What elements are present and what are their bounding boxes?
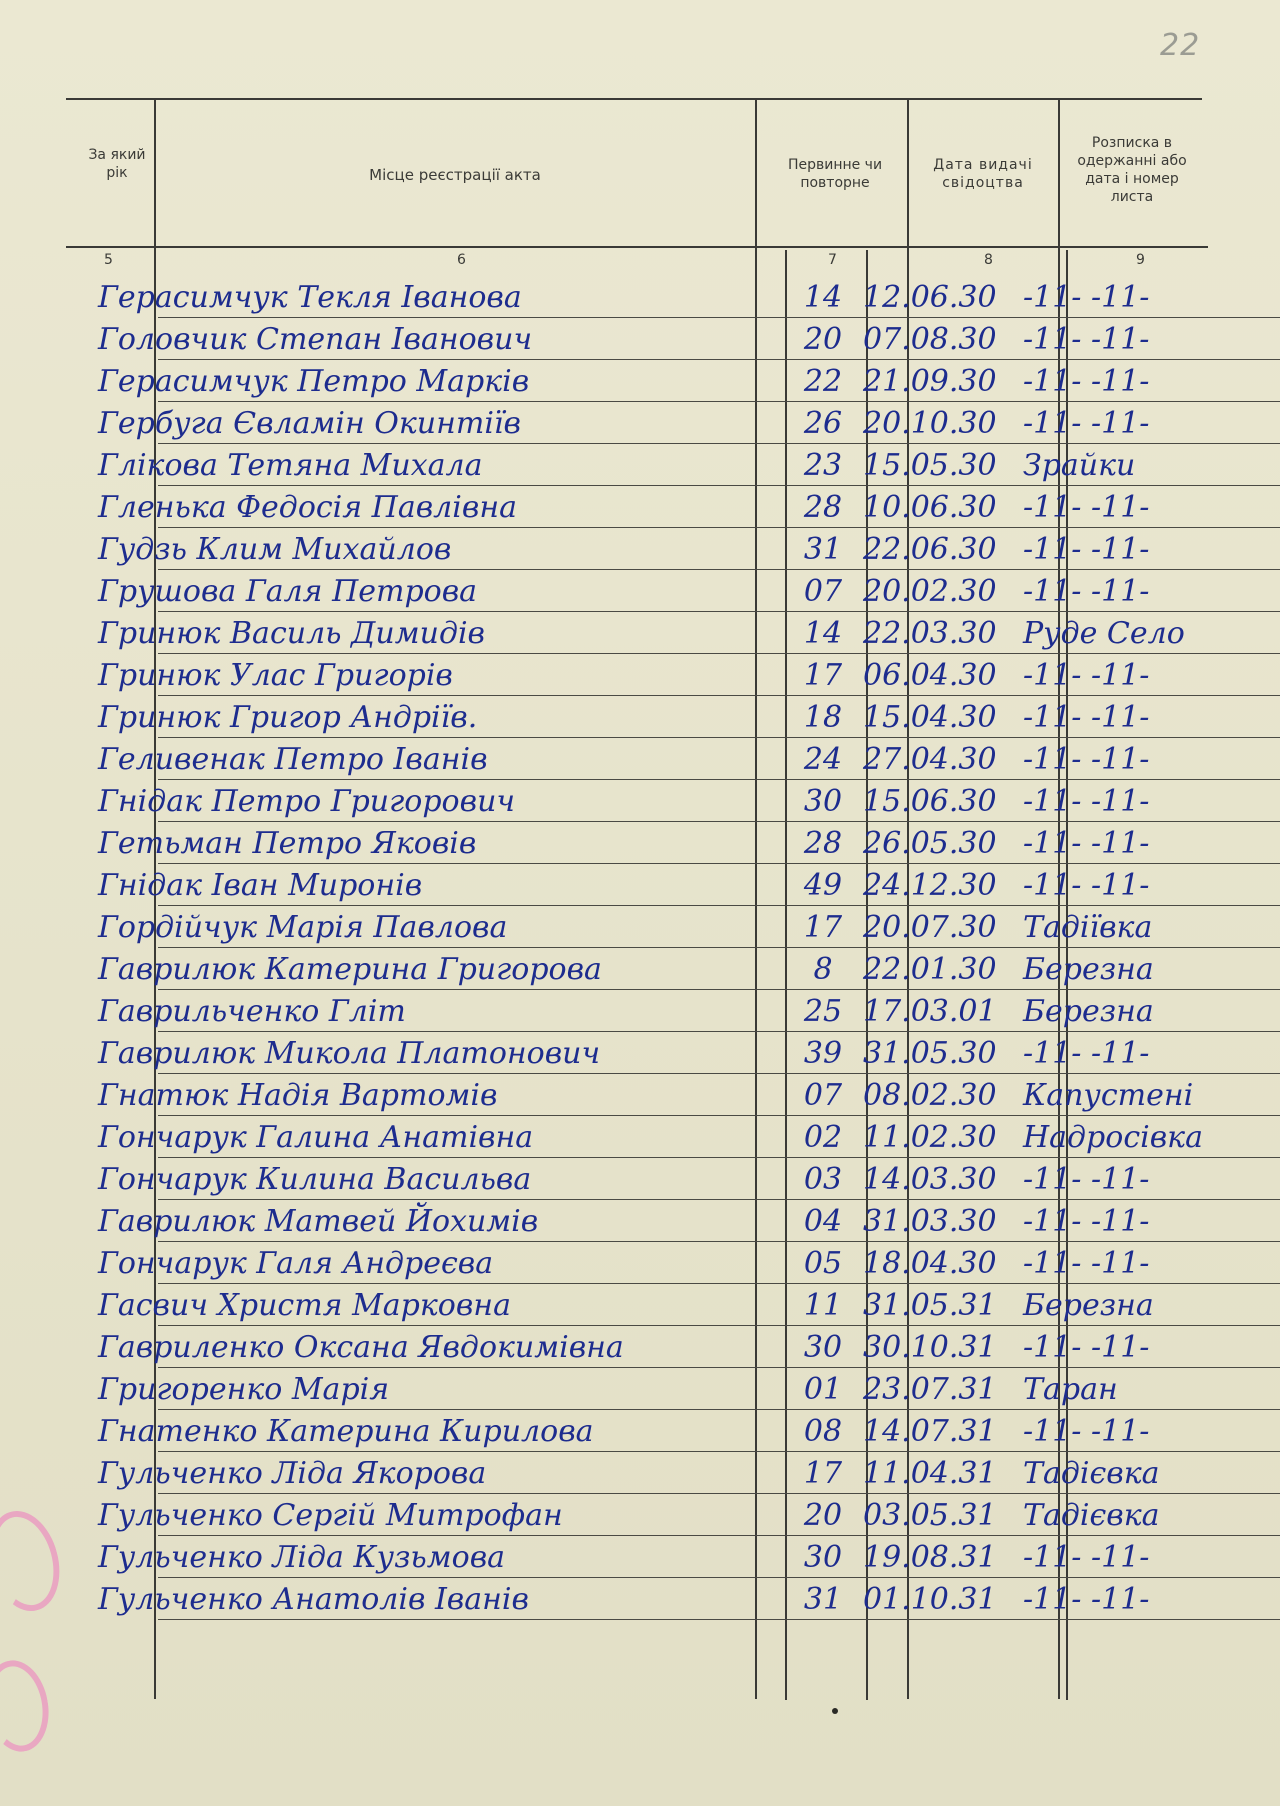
binding-thread: [0, 1655, 56, 1756]
header-year: За який рік: [88, 147, 146, 181]
person-name: Гаврильченко Гліт: [98, 994, 406, 1029]
act-number: 25: [803, 994, 843, 1029]
person-name: Глікова Тетяна Михала: [98, 448, 483, 483]
table-row: [88, 1578, 1228, 1620]
person-name: Гнатенко Катерина Кирилова: [98, 1414, 594, 1449]
person-name: Гульченко Ліда Якорова: [98, 1456, 487, 1491]
person-name: Гнідак Петро Григорович: [98, 784, 516, 819]
issue-date: 11.04.31: [863, 1456, 997, 1491]
person-name: Гульченко Сергій Митрофан: [98, 1498, 563, 1533]
binding-thread: [0, 1503, 70, 1619]
issue-date: 11.02.30: [863, 1120, 997, 1155]
act-number: 20: [803, 322, 843, 357]
issue-date: 31.05.30: [863, 1036, 997, 1071]
receipt-note: Тадієвка: [1023, 1456, 1160, 1491]
act-number: 30: [803, 784, 843, 819]
act-number: 01: [803, 1372, 843, 1407]
table-row: [88, 1200, 1228, 1242]
table-row: [88, 990, 1228, 1032]
row-rule: [158, 1619, 1280, 1621]
act-number: 17: [803, 658, 843, 693]
header-date: Дата видачі свідоцтва: [933, 157, 1033, 191]
table-row: [88, 444, 1228, 486]
column-number-7: 7: [828, 252, 837, 268]
issue-date: 03.05.31: [863, 1498, 997, 1533]
table-row: [88, 612, 1228, 654]
table-row: [88, 906, 1228, 948]
issue-date: 23.07.31: [863, 1372, 997, 1407]
table-row: [88, 822, 1228, 864]
act-number: 49: [803, 868, 843, 903]
person-name: Гринюк Григор Андріїв.: [98, 700, 478, 735]
issue-date: 24.12.30: [863, 868, 997, 903]
receipt-note: Березна: [1023, 1288, 1154, 1323]
receipt-note: -11- -11-: [1023, 784, 1150, 819]
act-number: 26: [803, 406, 843, 441]
issue-date: 18.04.30: [863, 1246, 997, 1281]
column-number-6: 6: [457, 252, 466, 268]
issue-date: 22.03.30: [863, 616, 997, 651]
receipt-note: Тадієвка: [1023, 1498, 1160, 1533]
receipt-note: Тадіївка: [1023, 910, 1153, 945]
issue-date: 22.06.30: [863, 532, 997, 567]
issue-date: 07.08.30: [863, 322, 997, 357]
issue-date: 01.10.31: [863, 1582, 997, 1617]
issue-date: 26.05.30: [863, 826, 997, 861]
person-name: Гончарук Галина Анатівна: [98, 1120, 534, 1155]
issue-date: 22.01.30: [863, 952, 997, 987]
table-row: [88, 1326, 1228, 1368]
issue-date: 15.06.30: [863, 784, 997, 819]
receipt-note: Капустені: [1023, 1078, 1194, 1113]
receipt-note: Березна: [1023, 994, 1154, 1029]
header-top-rule: [66, 98, 1202, 100]
receipt-note: -11- -11-: [1023, 1582, 1150, 1617]
issue-date: 30.10.31: [863, 1330, 997, 1365]
issue-date: 20.10.30: [863, 406, 997, 441]
person-name: Гринюк Улас Григорів: [98, 658, 453, 693]
person-name: Гетьман Петро Яковів: [98, 826, 477, 861]
table-row: [88, 360, 1228, 402]
issue-date: 20.07.30: [863, 910, 997, 945]
person-name: Гончарук Килина Васильва: [98, 1162, 532, 1197]
person-name: Гербуга Євламін Окинтіїв: [98, 406, 521, 441]
table-row: [88, 1032, 1228, 1074]
issue-date: 27.04.30: [863, 742, 997, 777]
receipt-note: Таран: [1023, 1372, 1118, 1407]
issue-date: 14.03.30: [863, 1162, 997, 1197]
column-number-8: 8: [984, 252, 993, 268]
table-row: [88, 1368, 1228, 1410]
person-name: Гаврилюк Катерина Григорова: [98, 952, 602, 987]
act-number: 03: [803, 1162, 843, 1197]
receipt-note: -11- -11-: [1023, 532, 1150, 567]
table-row: [88, 276, 1228, 318]
person-name: Грушова Галя Петрова: [98, 574, 478, 609]
receipt-note: -11- -11-: [1023, 742, 1150, 777]
receipt-note: -11- -11-: [1023, 658, 1150, 693]
table-row: [88, 780, 1228, 822]
receipt-note: -11- -11-: [1023, 1036, 1150, 1071]
issue-date: 20.02.30: [863, 574, 997, 609]
table-row: [88, 1494, 1228, 1536]
act-number: 23: [803, 448, 843, 483]
act-number: 02: [803, 1120, 843, 1155]
receipt-note: -11- -11-: [1023, 868, 1150, 903]
table-row: [88, 402, 1228, 444]
receipt-note: -11- -11-: [1023, 1246, 1150, 1281]
issue-date: 31.05.31: [863, 1288, 997, 1323]
person-name: Герасимчук Петро Марків: [98, 364, 530, 399]
person-name: Гудзь Клим Михайлов: [98, 532, 452, 567]
column-number-9: 9: [1136, 252, 1145, 268]
table-row: [88, 1074, 1228, 1116]
person-name: Гленька Федосія Павлівна: [98, 490, 517, 525]
person-name: Геливенак Петро Іванів: [98, 742, 488, 777]
header-place: Місце реєстрації акта: [369, 166, 541, 184]
person-name: Гаврилюк Микола Платонович: [98, 1036, 601, 1071]
issue-date: 31.03.30: [863, 1204, 997, 1239]
act-number: 28: [803, 826, 843, 861]
act-number: 8: [813, 952, 833, 987]
issue-date: 08.02.30: [863, 1078, 997, 1113]
table-row: [88, 1242, 1228, 1284]
table-row: [88, 1536, 1228, 1578]
act-number: 24: [803, 742, 843, 777]
person-name: Гринюк Василь Димидів: [98, 616, 486, 651]
receipt-note: Надросівка: [1023, 1120, 1203, 1155]
table-row: [88, 864, 1228, 906]
receipt-note: -11- -11-: [1023, 322, 1150, 357]
act-number: 07: [803, 1078, 843, 1113]
act-number: 28: [803, 490, 843, 525]
person-name: Гончарук Галя Андреєва: [98, 1246, 494, 1281]
issue-date: 06.04.30: [863, 658, 997, 693]
table-row: [88, 738, 1228, 780]
issue-date: 21.09.30: [863, 364, 997, 399]
issue-date: 14.07.31: [863, 1414, 997, 1449]
table-row: [88, 570, 1228, 612]
person-name: Гульченко Анатолів Іванів: [98, 1582, 529, 1617]
person-name: Григоренко Марія: [98, 1372, 390, 1407]
table-row: [88, 318, 1228, 360]
header-type: Первинне чи повторне: [787, 157, 883, 191]
act-number: 22: [803, 364, 843, 399]
header-receipt: Розписка в одержанні або дата і номер листа: [1077, 135, 1187, 205]
receipt-note: -11- -11-: [1023, 1162, 1150, 1197]
act-number: 17: [803, 910, 843, 945]
act-number: 11: [803, 1288, 843, 1323]
receipt-note: -11- -11-: [1023, 406, 1150, 441]
person-name: Гаврилюк Матвей Йохимів: [98, 1204, 539, 1239]
person-name: Гордійчук Марія Павлова: [98, 910, 508, 945]
column-number-5: 5: [104, 252, 113, 268]
table-row: [88, 654, 1228, 696]
act-number: 08: [803, 1414, 843, 1449]
receipt-note: Руде Село: [1023, 616, 1185, 651]
act-number: 04: [803, 1204, 843, 1239]
page-number: 22: [1160, 28, 1201, 63]
receipt-note: -11- -11-: [1023, 364, 1150, 399]
issue-date: 12.06.30: [863, 280, 997, 315]
receipt-note: -11- -11-: [1023, 490, 1150, 525]
receipt-note: -11- -11-: [1023, 1330, 1150, 1365]
issue-date: 17.03.01: [863, 994, 997, 1029]
table-row: [88, 1410, 1228, 1452]
act-number: 05: [803, 1246, 843, 1281]
receipt-note: -11- -11-: [1023, 574, 1150, 609]
table-row: [88, 1452, 1228, 1494]
table-row: [88, 696, 1228, 738]
receipt-note: -11- -11-: [1023, 280, 1150, 315]
issue-date: 10.06.30: [863, 490, 997, 525]
person-name: Гавриленко Оксана Явдокимівна: [98, 1330, 624, 1365]
table-row: [88, 1158, 1228, 1200]
table-row: [88, 948, 1228, 990]
act-number: 14: [803, 616, 843, 651]
table-row: [88, 486, 1228, 528]
issue-date: 19.08.31: [863, 1540, 997, 1575]
table-row: [88, 1116, 1228, 1158]
act-number: 31: [803, 532, 843, 567]
act-number: 14: [803, 280, 843, 315]
act-number: 07: [803, 574, 843, 609]
person-name: Головчик Степан Іванович: [98, 322, 533, 357]
receipt-note: Березна: [1023, 952, 1154, 987]
act-number: 20: [803, 1498, 843, 1533]
issue-date: 15.04.30: [863, 700, 997, 735]
act-number: 18: [803, 700, 843, 735]
person-name: Гнідак Іван Миронів: [98, 868, 423, 903]
act-number: 17: [803, 1456, 843, 1491]
act-number: 30: [803, 1330, 843, 1365]
binding-dot: [832, 1708, 838, 1714]
receipt-note: -11- -11-: [1023, 826, 1150, 861]
receipt-note: -11- -11-: [1023, 1540, 1150, 1575]
act-number: 31: [803, 1582, 843, 1617]
act-number: 39: [803, 1036, 843, 1071]
receipt-note: -11- -11-: [1023, 1414, 1150, 1449]
person-name: Гнатюк Надія Вартомів: [98, 1078, 498, 1113]
receipt-note: Зрайки: [1023, 448, 1136, 483]
receipt-note: -11- -11-: [1023, 700, 1150, 735]
act-number: 30: [803, 1540, 843, 1575]
header-bottom-rule: [66, 246, 1208, 248]
receipt-note: -11- -11-: [1023, 1204, 1150, 1239]
person-name: Гульченко Ліда Кузьмова: [98, 1540, 506, 1575]
table-row: [88, 528, 1228, 570]
person-name: Гасвич Христя Марковна: [98, 1288, 511, 1323]
table-row: [88, 1284, 1228, 1326]
issue-date: 15.05.30: [863, 448, 997, 483]
person-name: Герасимчук Текля Іванова: [98, 280, 522, 315]
